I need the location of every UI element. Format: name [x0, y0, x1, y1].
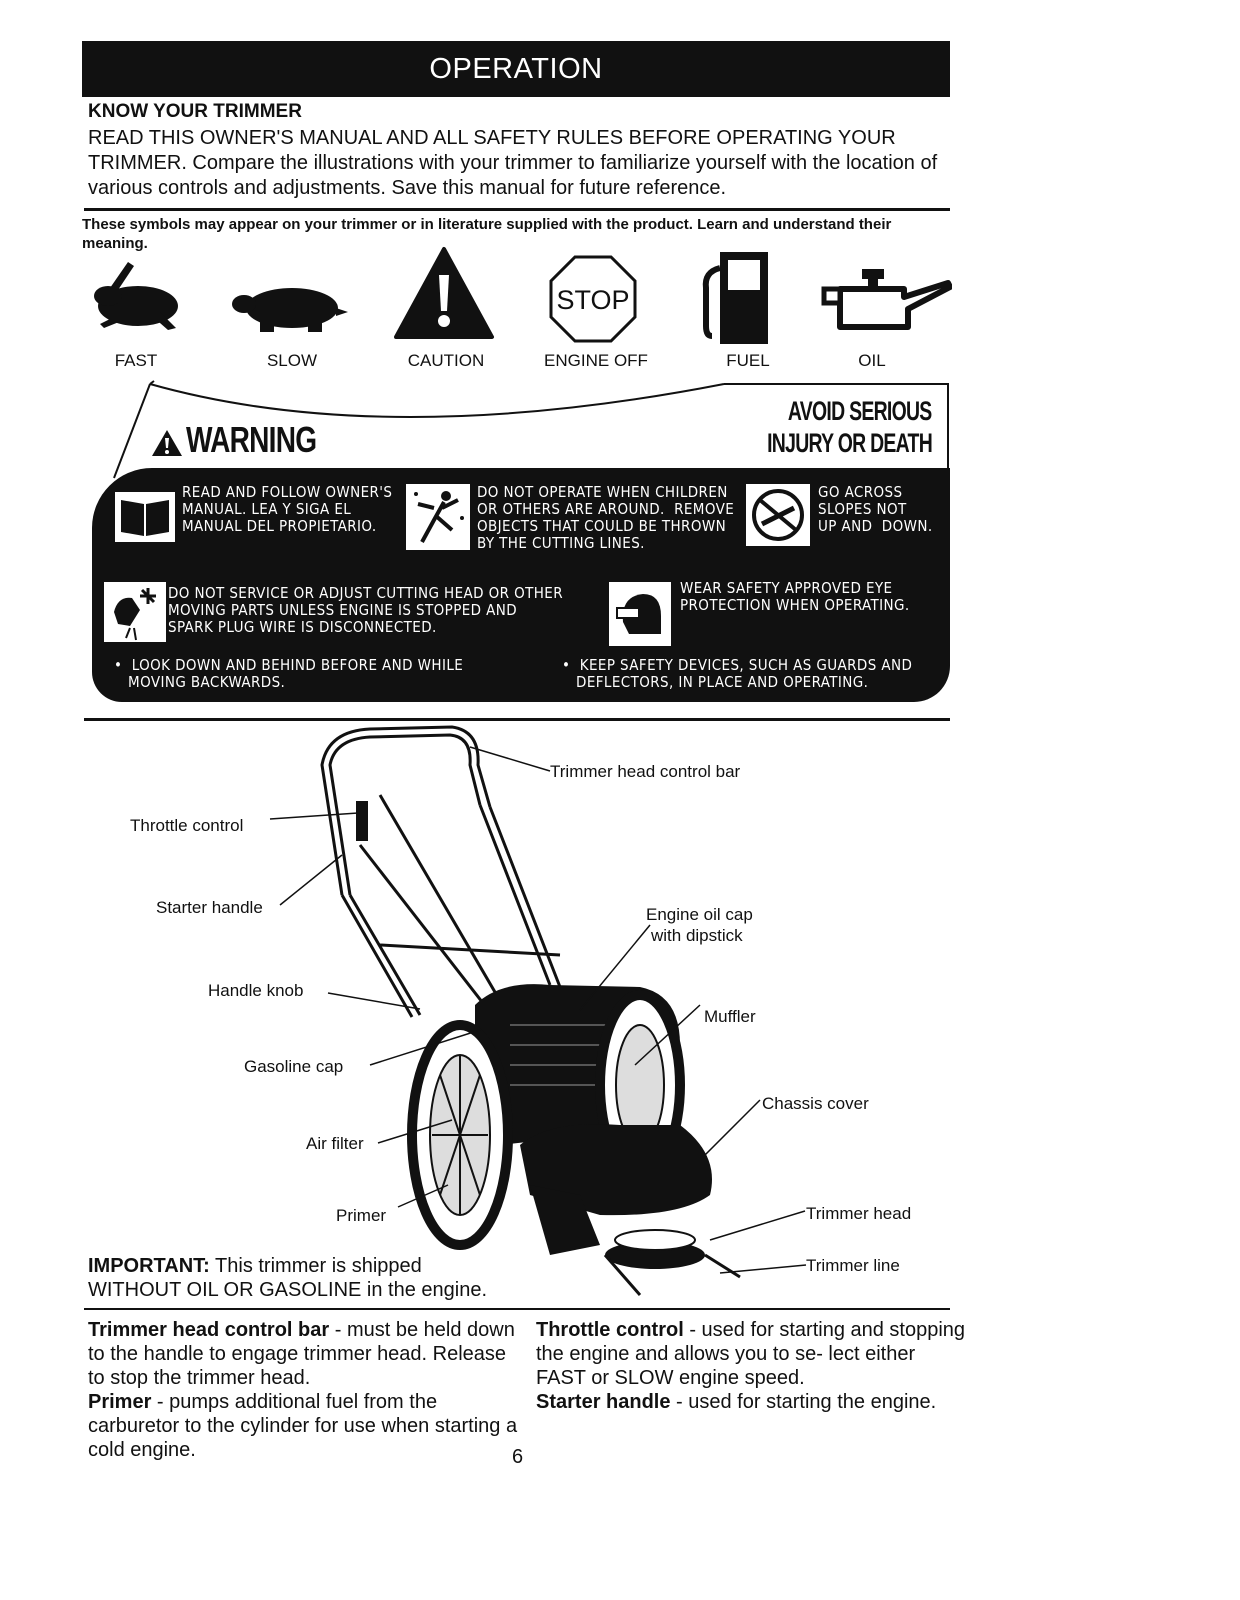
text-throttle: - used for starting and stopping the engine and allows you to se- lect either FAST or SLOW engine speed. [536, 1319, 966, 1389]
turtle-icon [230, 278, 350, 338]
warning-text-children: DO NOT OPERATE WHEN CHILDREN OR OTHERS ARE AROUND. REMOVE OBJECTS THAT COULD BE THROWN BY THE CUTTING LINES. [477, 483, 735, 552]
callout-oil-cap [646, 904, 753, 946]
callout-gas-cap: Gasoline cap [244, 1057, 344, 1076]
term-primer: Primer [88, 1391, 152, 1413]
symbols-note: These symbols may appear on your trimmer or in literature supplied with the product. Learn and understand their meaning. [82, 216, 892, 252]
symbol-label-slow: SLOW [266, 351, 318, 370]
warning-text-service: DO NOT SERVICE OR ADJUST CUTTING HEAD OR OTHER MOVING PARTS UNLESS ENGINE IS STOPPED AND SPARK PLUG WIRE IS DISCONNECTED. [168, 584, 563, 636]
symbol-label-fuel: FUEL [726, 351, 770, 370]
stop-sign-icon [548, 254, 638, 344]
description-left [88, 1318, 518, 1462]
callout-control-bar: Trimmer head control bar [550, 762, 741, 781]
svg-text:STOP: STOP [556, 285, 630, 315]
no-slopes-icon [746, 484, 810, 546]
term-starter: Starter handle [536, 1391, 671, 1413]
section-header: OPERATION [82, 41, 950, 97]
callout-primer: Primer [336, 1206, 387, 1225]
symbol-label-fast: FAST [114, 351, 158, 370]
text-control-bar: - must be held down to the handle to engage trimmer head. Release to stop the trimmer head. [88, 1319, 515, 1389]
important-label: IMPORTANT: [88, 1255, 210, 1277]
description-right [536, 1318, 966, 1414]
callout-oil-cap-line2: with dipstick [651, 926, 743, 945]
symbol-label-oil: OIL [858, 351, 886, 370]
rabbit-icon [80, 258, 190, 338]
warning-heading: WARNING [186, 419, 317, 460]
divider [84, 208, 950, 211]
avoid-line-1: AVOID SERIOUS [788, 396, 932, 426]
warning-text-guards: • KEEP SAFETY DEVICES, SUCH AS GUARDS AND DEFLECTORS, IN PLACE AND OPERATING. [562, 656, 913, 691]
text-primer: - pumps additional fuel from the carburetor to the cylinder for use when starting a cold engine. [88, 1391, 518, 1461]
important-note [88, 1254, 487, 1302]
divider [84, 1308, 950, 1310]
term-throttle: Throttle control [536, 1319, 684, 1341]
important-text-1: This trimmer is shipped [209, 1255, 422, 1277]
symbol-label-engine-off: ENGINE OFF [544, 351, 648, 370]
term-control-bar: Trimmer head control bar [88, 1319, 330, 1341]
caution-triangle-icon [392, 245, 496, 341]
callout-handle-knob: Handle knob [208, 981, 304, 1000]
warning-triangle-icon [150, 428, 184, 458]
callout-trimmer-line: Trimmer line [806, 1256, 900, 1275]
intro-paragraph: READ THIS OWNER'S MANUAL AND ALL SAFETY RULES BEFORE OPERATING YOUR TRIMMER. Compare the illustrations with your trimmer to familiarize yourself with the location of various controls and adjustments. Save this manual for future reference. [88, 127, 938, 199]
warning-text-manual: READ AND FOLLOW OWNER'S MANUAL. LEA Y SIGA EL MANUAL DEL PROPIETARIO. [182, 483, 393, 535]
page-number: 6 [512, 1446, 524, 1468]
divider [84, 718, 950, 721]
important-text-2: WITHOUT OIL OR GASOLINE in the engine. [88, 1279, 488, 1301]
callout-starter: Starter handle [156, 898, 263, 917]
warning-text-slopes: GO ACROSS SLOPES NOT UP AND DOWN. [818, 483, 933, 535]
oil-can-icon [820, 265, 952, 335]
callout-muffler: Muffler [704, 1007, 756, 1026]
hand-injury-icon [104, 582, 166, 642]
callout-oil-cap-line1: Engine oil cap [646, 905, 753, 924]
warning-text-backwards: • LOOK DOWN AND BEHIND BEFORE AND WHILE MOVING BACKWARDS. [114, 656, 464, 691]
callout-chassis: Chassis cover [762, 1094, 869, 1113]
manual-book-icon [115, 492, 175, 542]
eye-protection-icon [609, 582, 671, 646]
symbol-label-caution: CAUTION [407, 351, 485, 370]
fuel-pump-icon [698, 248, 778, 348]
warning-text-eye: WEAR SAFETY APPROVED EYE PROTECTION WHEN OPERATING. [680, 579, 910, 614]
callout-trimmer-head: Trimmer head [806, 1204, 912, 1223]
section-subtitle: KNOW YOUR TRIMMER [88, 101, 302, 122]
thrown-objects-icon [406, 484, 470, 550]
callout-air-filter: Air filter [306, 1134, 364, 1153]
text-starter: - used for starting the engine. [670, 1391, 937, 1413]
callout-throttle: Throttle control [130, 816, 244, 835]
avoid-line-2: INJURY OR DEATH [767, 428, 932, 458]
